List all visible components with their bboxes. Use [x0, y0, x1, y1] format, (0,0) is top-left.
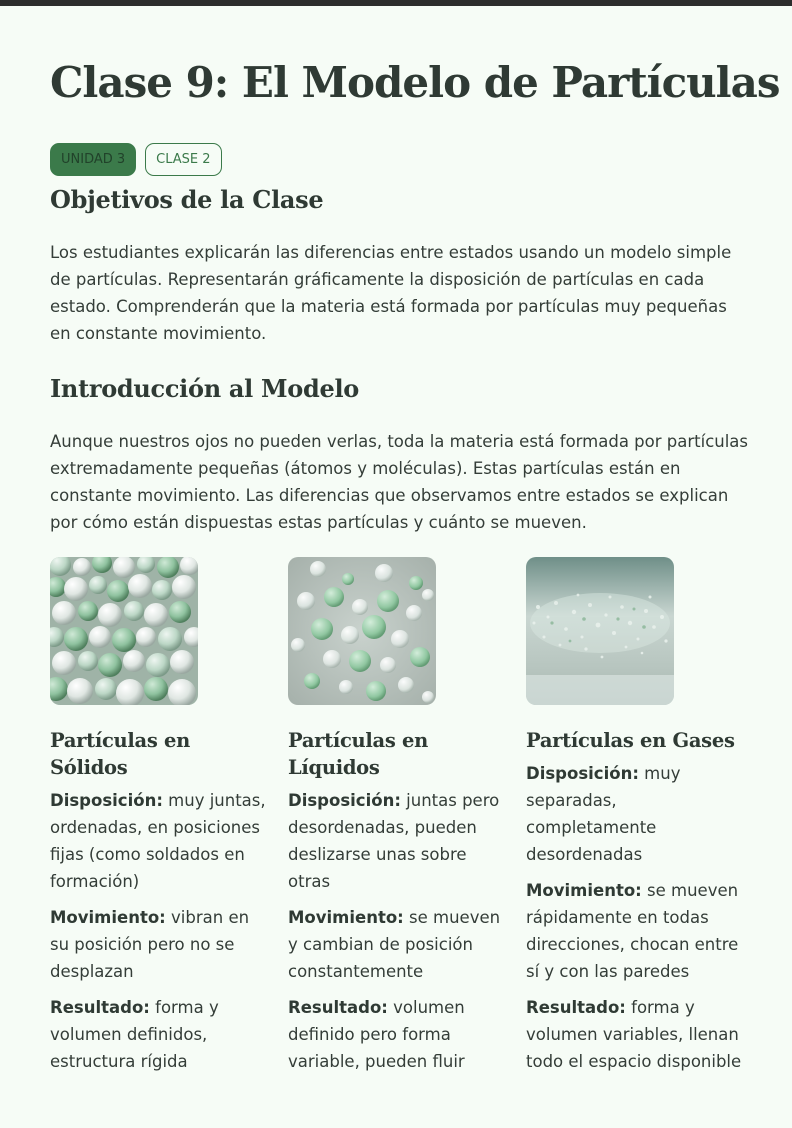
liquids-title: Partículas en Líquidos	[288, 729, 429, 779]
movement-text: se mueven y cambian de posición constantemente	[288, 908, 501, 981]
liquid-particles-image	[288, 557, 436, 705]
page-title: Clase 9: El Modelo de Partículas	[50, 58, 780, 107]
movement-text: se mueven rápidamente en todas direcciones, chocan entre sí y con las paredes	[526, 881, 739, 981]
solids-result	[50, 994, 272, 1075]
intro-text: Aunque nuestros ojos no pueden verlas, toda la materia está formada por partículas extremadamente pequeñas (átomos y moléculas). Estas partículas están en constante movimiento. Las diferencias que observamos entre estados se explican por cómo están dispuestas estas partículas y cuánto se mueven.	[50, 432, 749, 532]
top-border	[0, 0, 792, 6]
gases-arrangement	[526, 760, 748, 868]
solids-arrangement	[50, 787, 272, 895]
gases-movement	[526, 877, 748, 985]
arrangement-text: juntas pero desordenadas, pueden deslizarse unas sobre otras	[288, 791, 500, 891]
result-label: Resultado:	[288, 998, 388, 1017]
solids-column	[50, 557, 272, 1075]
result-label: Resultado:	[50, 998, 150, 1017]
movement-text: vibran en su posición pero no se desplazan	[50, 908, 250, 981]
result-text: forma y volumen variables, llenan todo el espacio disponible	[526, 998, 742, 1071]
liquids-arrangement	[288, 787, 510, 895]
solid-particles-image	[50, 557, 198, 705]
movement-label: Movimiento:	[50, 908, 166, 927]
movement-label: Movimiento:	[288, 908, 404, 927]
objectives-text: Los estudiantes explicarán las diferencias entre estados usando un modelo simple de partículas. Representarán gráficamente la disposición de partículas en cada estado. Comprenderán que la materia está formada por partículas muy pequeñas en constante movimiento.	[50, 243, 732, 343]
class-badge: CLASE 2	[145, 143, 221, 176]
gases-column	[526, 557, 748, 1075]
unit-badge: UNIDAD 3	[50, 143, 136, 176]
arrangement-text: muy separadas, completamente desordenadas	[526, 764, 681, 864]
movement-label: Movimiento:	[526, 881, 642, 900]
result-text: volumen definido pero forma variable, pueden fluir	[288, 998, 465, 1071]
arrangement-label: Disposición:	[526, 764, 639, 783]
gas-particles-image	[526, 557, 674, 705]
result-label: Resultado:	[526, 998, 626, 1017]
liquids-movement	[288, 904, 510, 985]
liquids-column	[288, 557, 510, 1075]
arrangement-text: muy juntas, ordenadas, en posiciones fijas (como soldados en formación)	[50, 791, 266, 891]
gases-title: Partículas en Gases	[526, 729, 735, 752]
arrangement-label: Disposición:	[50, 791, 163, 810]
intro-heading: Introducción al Modelo	[50, 374, 359, 403]
result-text: forma y volumen definidos, estructura rígida	[50, 998, 219, 1071]
badge-row	[50, 143, 222, 176]
arrangement-label: Disposición:	[288, 791, 401, 810]
liquids-result	[288, 994, 510, 1075]
solids-title: Partículas en Sólidos	[50, 729, 191, 779]
objectives-heading: Objetivos de la Clase	[50, 185, 324, 214]
solids-movement	[50, 904, 272, 985]
gases-result	[526, 994, 748, 1075]
